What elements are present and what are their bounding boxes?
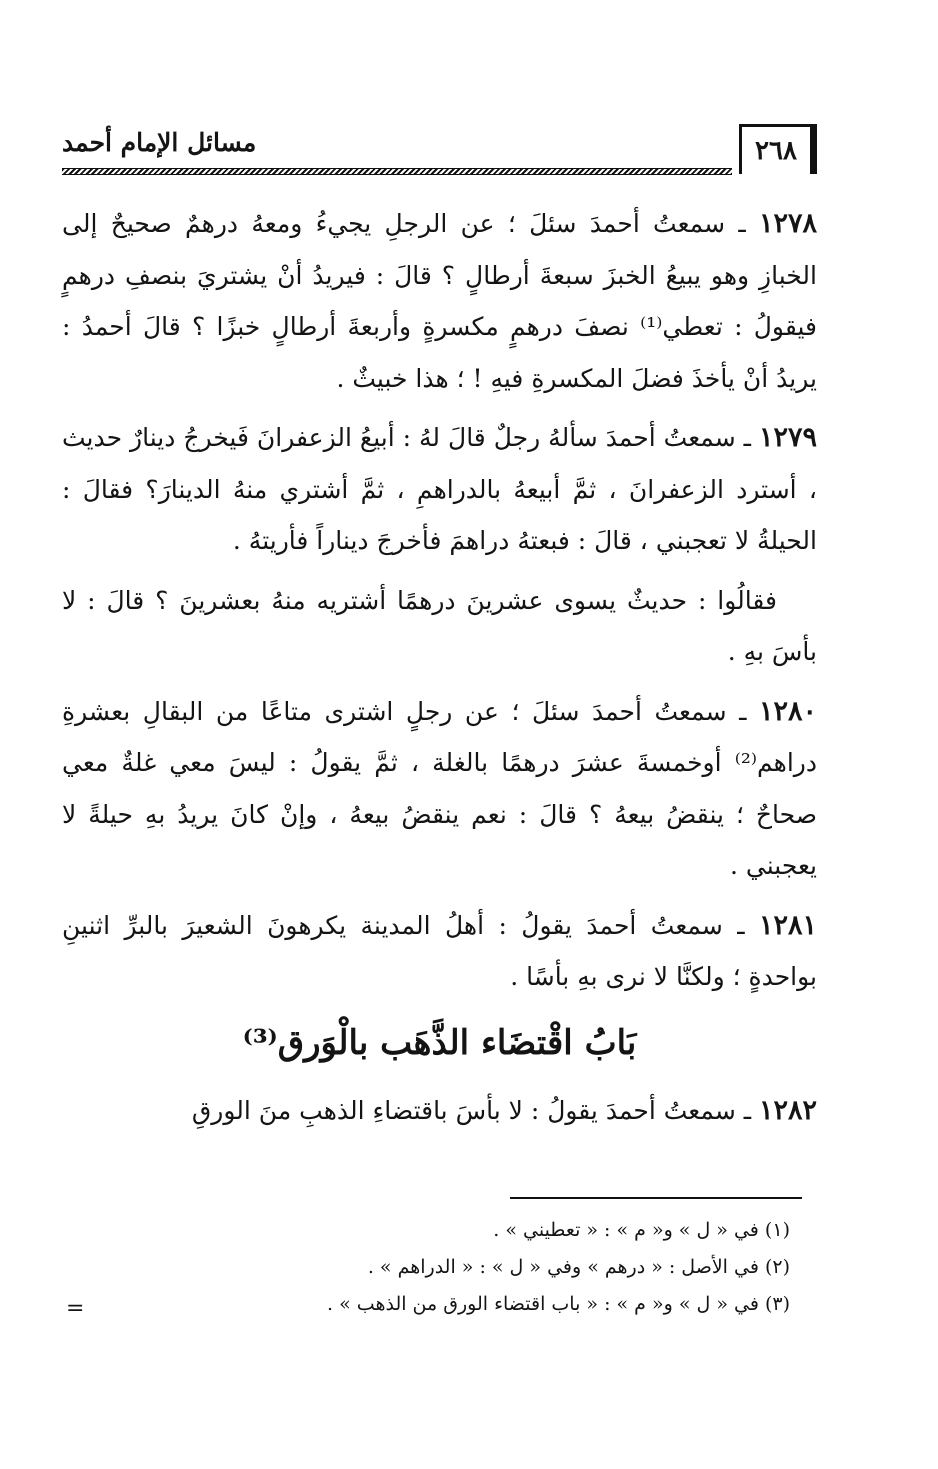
paragraph-number: ١٢٨١ [758, 909, 817, 941]
page-number: ٢٦٨ [739, 124, 817, 174]
paragraph-text: ـ سمعتُ أحمدَ سئلَ ؛ عن الرجلِ يجيءُ ومعهُ درهمٌ صحيحٌ إلى الخبازِ وهو يبيعُ الخبزَ سبعةَ أرطالٍ ؟ قالَ : فيريدُ أنْ يشتريَ بنصفِ درهمٍ فيقولُ : تعطي⁽¹⁾ نصفَ درهمٍ مكسرةٍ وأربعةَ أرطالٍ خبزًا ؟ قالَ أحمدُ : يريدُ أنْ يأخذَ فضلَ المكسرةِ فيهِ ! ؛ هذا خبيثٌ . [62, 209, 817, 393]
running-title: مسائل الإمام أحمد [62, 128, 257, 157]
paragraph-number: ١٢٧٨ [758, 208, 817, 239]
paragraph-1281 [62, 900, 817, 1003]
paragraph-text: ـ سمعتُ أحمدَ سألهُ رجلٌ قالَ لهُ : أبيعُ الزعفرانَ فَيخرجُ دينارٌ حديث ، أسترد الزعفرانَ ، ثمَّ أبيعهُ بالدراهمِ ، ثمَّ أشتري منهُ الدينارَ؟ فقالَ : الحيلةُ لا تعجبني ، قالَ : فبعتهُ دراهمَ فأخرجَ ديناراً فأريتهُ . [62, 423, 817, 555]
paragraph-text: فقالُوا : حديثٌ يسوى عشرينَ درهمًا أشتريه منهُ بعشرينَ ؟ قالَ : لا بأسَ بهِ . [62, 585, 817, 666]
paragraph-1280 [62, 686, 817, 892]
paragraph-1282 [62, 1085, 817, 1137]
footnote-2: (٢) في الأصل : « درهم » وفي « ل » : « الدراهم » . [367, 1256, 790, 1278]
paragraph-continuation [62, 575, 817, 678]
page-header [62, 118, 817, 180]
paragraph-number: ١٢٨٠ [758, 695, 817, 727]
paragraph-text: ـ سمعتُ أحمدَ يقولُ : لا بأسَ باقتضاءِ الذهبِ منَ الورقِ [191, 1095, 759, 1125]
footnotes [100, 1212, 790, 1323]
paragraph-number: ١٢٨٢ [758, 1094, 817, 1126]
paragraph-1279 [62, 412, 817, 567]
header-rule [62, 168, 732, 175]
paragraph-text: ـ سمعتُ أحمدَ يقولُ : أهلُ المدينة يكرهونَ الشعيرَ بالبرِّ اثنينِ بواحدةٍ ؛ ولكنَّا لا نرى بهِ بأسًا . [62, 910, 817, 991]
footnote-1: (١) في « ل » و« م » : « تعطيني » . [493, 1219, 790, 1241]
paragraph-text: ـ سمعتُ أحمدَ سئلَ ؛ عن رجلٍ اشترى متاعًا من البقالِ بعشرةِ دراهم⁽²⁾ أوخمسةَ عشرَ درهمًا بالغلة ، ثمَّ يقولُ : ليسَ معي غلةٌ معي صحاحٌ ؛ ينقضُ بيعهُ ؟ قالَ : نعم ينقضُ بيعهُ ، وإنْ كانَ يريدُ بهِ حيلةً لا يعجبني . [62, 696, 817, 880]
footnote-rule [510, 1197, 802, 1199]
body-text [62, 198, 817, 1144]
section-heading: بَابُ اقْتضَاء الذَّهَب بالْوَرق⁽³⁾ [242, 1022, 637, 1063]
paragraph-1278 [62, 198, 817, 404]
footnote-3: (٣) في « ل » و« م » : « باب اقتضاء الورق من الذهب » . [327, 1293, 790, 1315]
continuation-mark: = [66, 1296, 85, 1321]
paragraph-number: ١٢٧٩ [758, 422, 817, 453]
